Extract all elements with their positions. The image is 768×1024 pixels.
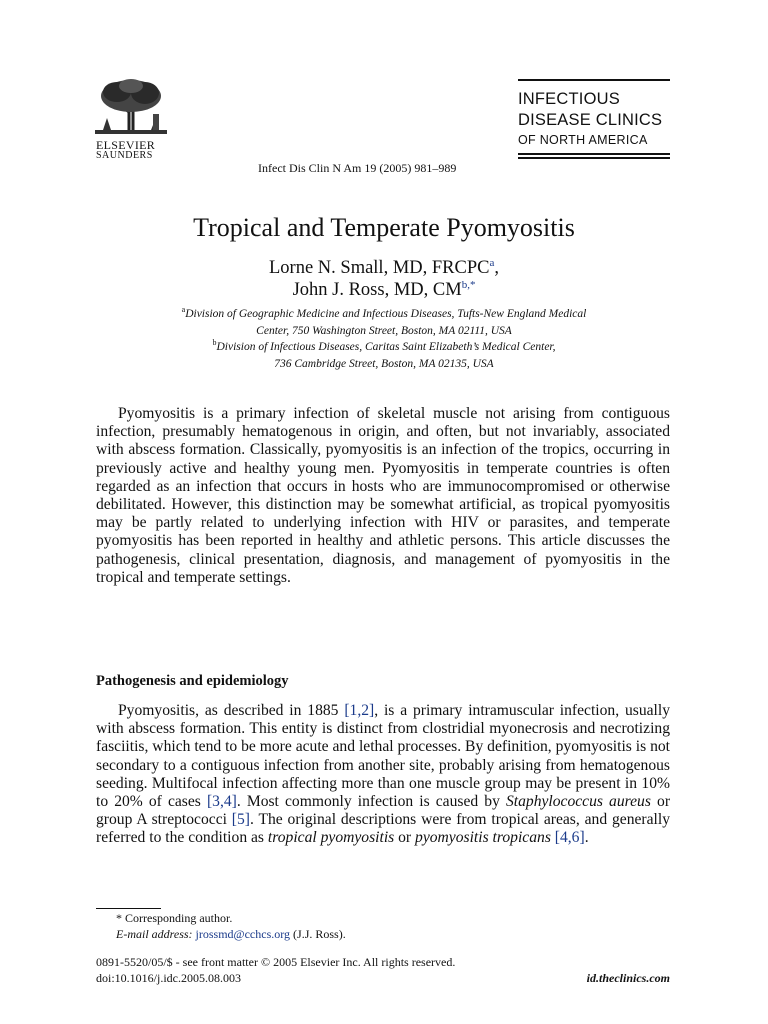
email-link[interactable]: jrossmd@cchcs.org <box>195 927 291 941</box>
affiliation-b-text-1: Division of Infectious Diseases, Caritas Saint Elizabeth’s Medical Center, <box>216 341 556 353</box>
email-note <box>116 927 346 941</box>
author-1-affil-mark[interactable]: a <box>489 257 495 269</box>
body-paragraph <box>96 702 670 848</box>
issn-line: 0891-5520/05/$ - see front matter © 2005 Elsevier Inc. All rights reserved. <box>96 955 456 969</box>
doi-line: doi:10.1016/j.idc.2005.08.003 <box>96 971 241 985</box>
author-1-name: Lorne N. Small, MD, FRCPC <box>269 258 490 278</box>
article-title: Tropical and Temperate Pyomyositis <box>193 213 575 242</box>
para-text: . The original descriptions were from tropical areas, and generally referred to the condition as <box>96 811 670 847</box>
journal-title-line-1: INFECTIOUS <box>518 90 620 108</box>
citation-link[interactable]: [1,2] <box>344 702 375 719</box>
imprint-name: SAUNDERS <box>96 150 153 161</box>
journal-title-line-2: DISEASE CLINICS <box>518 111 663 129</box>
citation-link[interactable]: [3,4] <box>206 793 237 811</box>
abstract-paragraph: Pyomyositis is a primary infection of skeletal muscle not arising from contiguous infection, presumably hematogenous in origin, and often, but not invariably, associated with abscess formation. Classically, pyomyositis is an infection of the tropics, occurring in previously active and healthy young men. Pyomyositis in temperate countries is often regarded as an infection that occurs in hosts who are immunocompromised or otherwise debilitated. However, this distinction may be somewhat artificial, as tropical pyomyositis may be partly related to underlying infection with HIV or parasites, and temperate pyomyositis has been reported in healthy and athletic persons. This article discusses the pathogenesis, clinical presentation, diagnosis, and management of pyomyositis in the tropical and temperate settings. <box>96 405 670 586</box>
citation-link[interactable]: [5] <box>231 811 250 829</box>
corresponding-author-note: * Corresponding author. <box>116 911 233 925</box>
publisher-name: ELSEVIER <box>96 138 156 152</box>
para-text: or <box>394 829 416 847</box>
affiliation-a-line-1 <box>0 306 768 323</box>
author-1-trail: , <box>494 258 499 278</box>
journal-title-line-3: OF NORTH AMERICA <box>518 133 648 147</box>
para-text: . <box>584 829 589 847</box>
para-italic-text: tropical pyomyositis <box>267 829 395 847</box>
para-text: or group A streptococci <box>96 793 671 829</box>
journal-website[interactable]: id.theclinics.com <box>586 971 670 985</box>
email-suffix: (J.J. Ross). <box>290 927 346 941</box>
author-1 <box>0 257 768 279</box>
affiliation-b-line-2: 736 Cambridge Street, Boston, MA 02135, USA <box>274 358 494 370</box>
journal-citation: Infect Dis Clin N Am 19 (2005) 981–989 <box>258 161 457 175</box>
author-2-name: John J. Ross, MD, CM <box>292 280 462 300</box>
affiliation-a-mark: a <box>181 305 186 314</box>
elsevier-tree-logo <box>93 78 169 136</box>
citation-link[interactable]: [4,6] <box>554 829 585 847</box>
email-label: E-mail address: <box>116 927 193 941</box>
para-text: , is a primary intramuscular infection, usually with abscess formation. This entity is distinct from clostridial myonecrosis and necrotizing fasciitis, which tend to be more acute and lethal processes. By definition, pyomyositis is not secondary to a contiguous infection from another site, probably arising from hematogenous seeding. Multifocal infection affecting more than one muscle group may be present in 10% to 20% of cases <box>96 702 670 811</box>
footnote-rule <box>96 908 161 909</box>
para-italic-text: Staphylococcus aureus <box>505 793 651 811</box>
author-2 <box>0 279 768 301</box>
journal-bottom-rule-2 <box>518 157 670 159</box>
affiliation-b-line-1 <box>0 339 768 356</box>
affiliation-b-mark: b <box>212 338 217 347</box>
journal-title-block <box>518 79 670 159</box>
section-heading: Pathogenesis and epidemiology <box>96 673 289 689</box>
para-text: . Most commonly infection is caused by <box>236 793 506 811</box>
para-text: Pyomyositis, as described in 1885 <box>118 702 345 719</box>
para-italic-text: pyomyositis tropicans <box>415 829 551 847</box>
affiliation-a-line-2: Center, 750 Washington Street, Boston, MA 02111, USA <box>256 325 512 337</box>
author-2-affil-mark[interactable]: b,* <box>461 279 476 291</box>
affiliation-a-text-1: Division of Geographic Medicine and Infectious Diseases, Tufts-New England Medical <box>185 308 587 320</box>
